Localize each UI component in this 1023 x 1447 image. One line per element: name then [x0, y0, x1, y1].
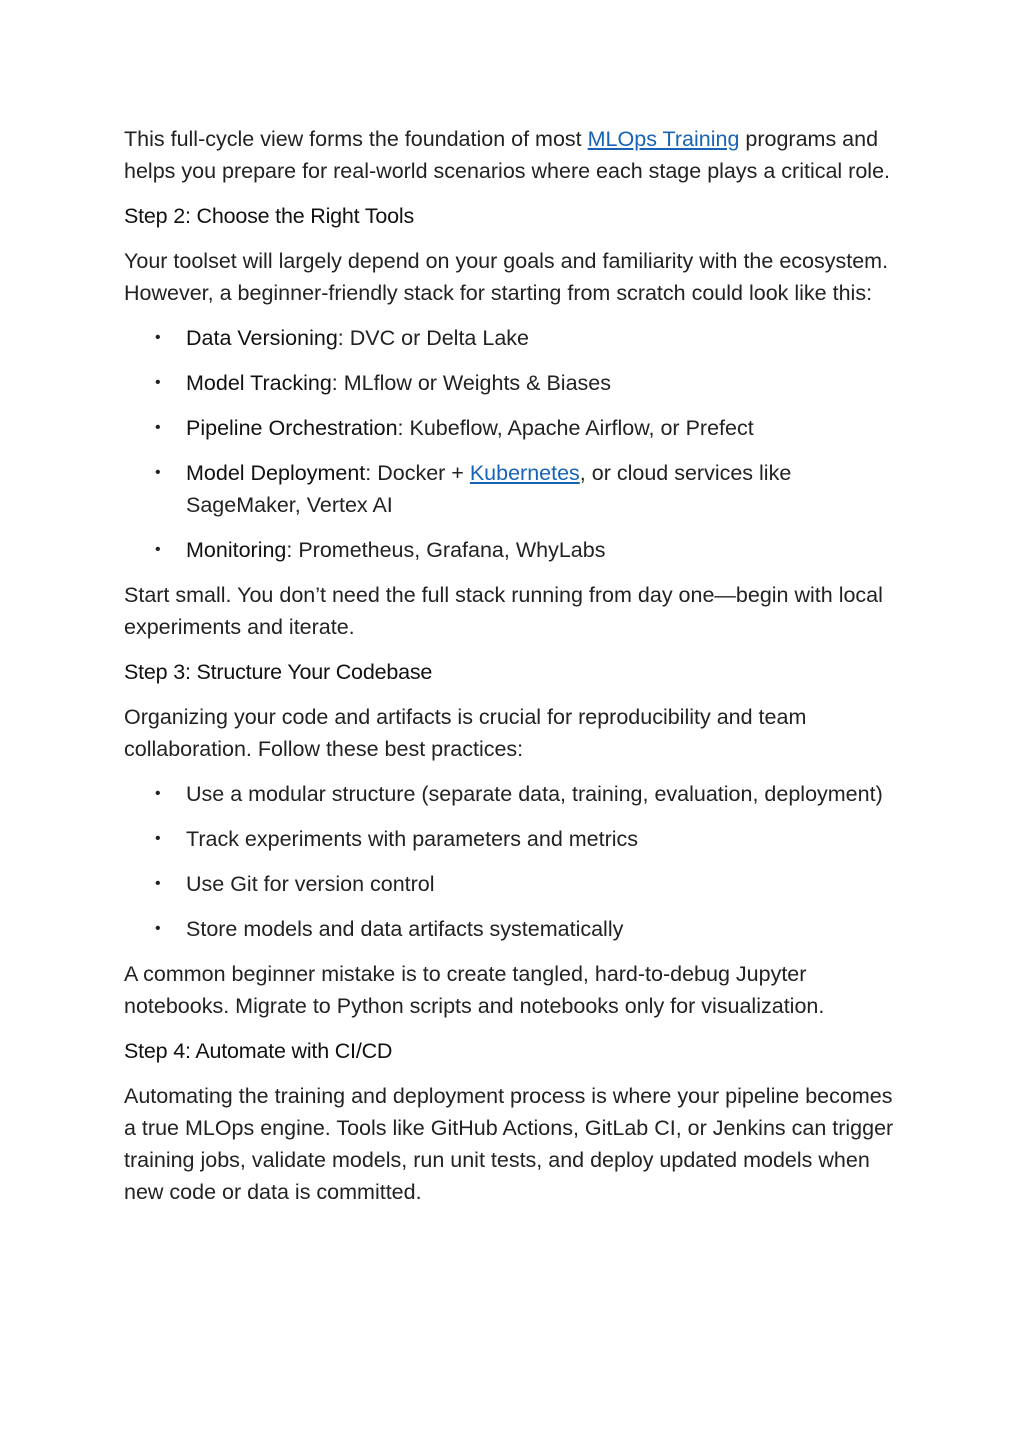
step3-heading: Step 3: Structure Your Codebase [124, 660, 433, 684]
list-item: • Data Versioning: DVC or Delta Lake [124, 322, 904, 354]
bullet-icon: • [155, 830, 161, 847]
bullet-icon: • [155, 875, 161, 892]
bullet-icon: • [155, 419, 161, 436]
list-item: • Use a modular structure (separate data, training, evaluation, deployment) [124, 778, 904, 810]
list-item: • Monitoring: Prometheus, Grafana, WhyLabs [124, 534, 904, 566]
list-item: • Model Tracking: MLflow or Weights & Biases [124, 367, 904, 399]
step4-heading: Step 4: Automate with CI/CD [124, 1039, 393, 1063]
bullet-icon: • [155, 329, 161, 346]
bullet-icon: • [155, 785, 161, 802]
step4-paragraph: Automating the training and deployment process is where your pipeline becomes a true MLOps engine. Tools like GitHub Actions, GitLab CI, or Jenkins can trigger training jobs, validate models, run unit tests, and deploy updated models when new code or data is committed. [124, 1084, 894, 1204]
list-item: • Track experiments with parameters and metrics [124, 823, 904, 855]
intro-paragraph: This full-cycle view forms the foundation of most MLOps Training programs and helps you prepare for real-world scenarios where each stage plays a critical role. [124, 127, 891, 183]
step2-tool-list [124, 322, 904, 566]
step3-practice-list [124, 778, 904, 945]
mlops-training-link[interactable]: MLOps Training [587, 127, 740, 151]
step2-paragraph: Your toolset will largely depend on your goals and familiarity with the ecosystem. However, a beginner-friendly stack for starting from scratch could look like this: [124, 249, 889, 305]
bullet-icon: • [155, 541, 161, 558]
list-item: • Model Deployment: Docker + Kubernetes, or cloud services like SageMaker, Vertex AI [124, 457, 904, 521]
list-item: • Use Git for version control [124, 868, 904, 900]
step3-paragraph: Organizing your code and artifacts is crucial for reproducibility and team collaboration. Follow these best practices: [124, 705, 807, 761]
bullet-icon: • [155, 464, 161, 481]
step3-closing: A common beginner mistake is to create tangled, hard-to-debug Jupyter notebooks. Migrate to Python scripts and notebooks only for visualization. [124, 962, 825, 1018]
bullet-icon: • [155, 920, 161, 937]
list-item: • Pipeline Orchestration: Kubeflow, Apache Airflow, or Prefect [124, 412, 904, 444]
step2-heading: Step 2: Choose the Right Tools [124, 204, 415, 228]
kubernetes-link[interactable]: Kubernetes [469, 461, 580, 485]
step2-closing: Start small. You don’t need the full stack running from day one—begin with local experiments and iterate. [124, 583, 883, 639]
document-page [124, 123, 904, 1208]
list-item: • Store models and data artifacts systematically [124, 913, 904, 945]
bullet-icon: • [155, 374, 161, 391]
